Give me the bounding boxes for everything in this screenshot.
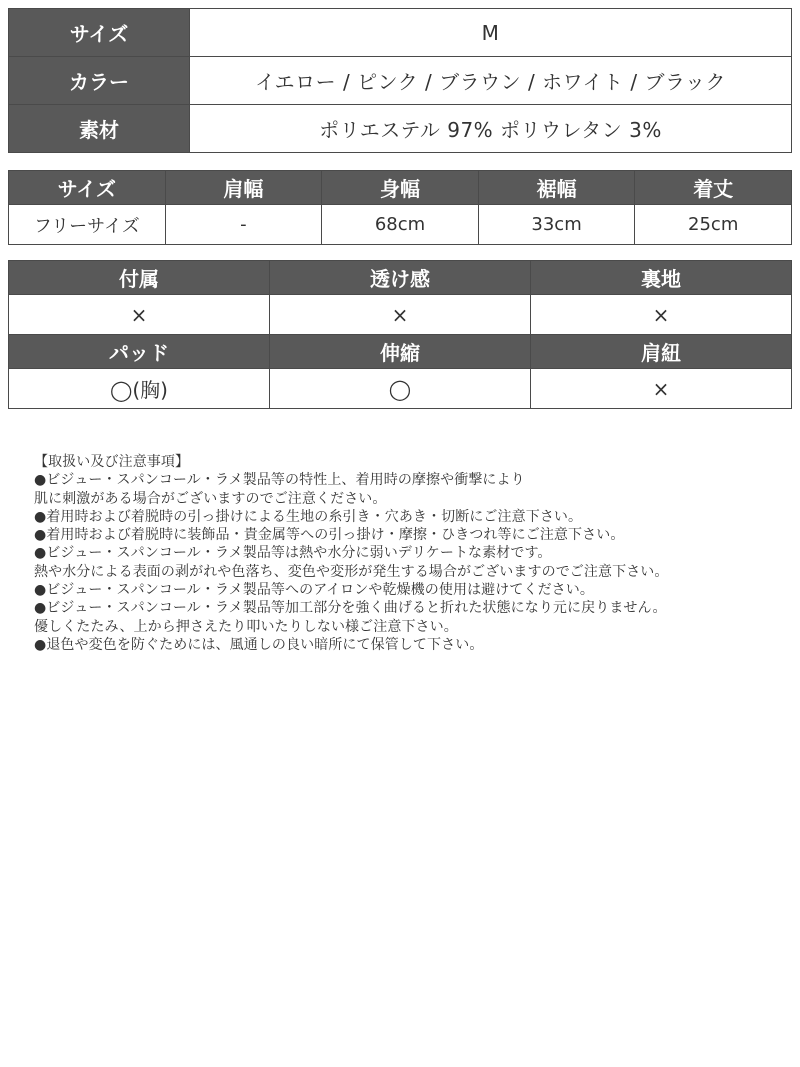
attr-value-strap: × (531, 369, 792, 409)
care-note-line: ●退色や変色を防ぐためには、風通しの良い暗所にて保管して下さい。 (34, 636, 484, 653)
size-cell-size: フリーサイズ (9, 205, 166, 245)
care-note-line: ●ビジュー・スパンコール・ラメ製品等加工部分を強く曲げると折れた状態になり元に戻りません。 (34, 600, 667, 617)
attr-header-pad: パッド (9, 335, 270, 369)
attr-value-row-2 (9, 369, 792, 409)
care-note-line: ●着用時および着脱時に装飾品・貴金属等への引っ掛け・摩擦・ひきつれ等にご注意下さい。 (34, 527, 625, 544)
size-value-row (9, 205, 792, 245)
attr-header-row-1 (9, 261, 792, 295)
care-note-line: 肌に刺激がある場合がございますのでご注意ください。 (34, 490, 387, 507)
attr-header-sheer: 透け感 (270, 261, 531, 295)
color-value: イエロー / ピンク / ブラウン / ホワイト / ブラック (190, 57, 792, 105)
size-value: M (190, 9, 792, 57)
size-cell-width: 68cm (322, 205, 479, 245)
attr-header-stretch: 伸縮 (270, 335, 531, 369)
care-note-line: 熱や水分による表面の剥がれや色落ち、変色や変形が発生する場合がございますのでご注意下さい。 (34, 563, 669, 580)
spec-row-material (9, 105, 792, 153)
attr-header-row-2 (9, 335, 792, 369)
size-cell-length: 25cm (635, 205, 792, 245)
size-header-row (9, 171, 792, 205)
size-cell-shoulder: - (165, 205, 322, 245)
care-notes (34, 453, 794, 654)
size-header-length: 着丈 (635, 171, 792, 205)
size-cell-hem: 33cm (478, 205, 635, 245)
attributes-table (8, 260, 792, 409)
attr-value-sheer: × (270, 295, 531, 335)
care-note-line: ●ビジュー・スパンコール・ラメ製品等へのアイロンや乾燥機の使用は避けてください。 (34, 582, 594, 599)
care-note-line: ●着用時および着脱時の引っ掛けによる生地の糸引き・穴あき・切断にご注意下さい。 (34, 508, 583, 525)
attr-value-lining: × (531, 295, 792, 335)
size-header-size: サイズ (9, 171, 166, 205)
size-label: サイズ (9, 9, 190, 57)
spec-row-color (9, 57, 792, 105)
attr-header-strap: 肩紐 (531, 335, 792, 369)
attr-value-accessory: × (9, 295, 270, 335)
size-table (8, 170, 792, 245)
material-value: ポリエステル 97% ポリウレタン 3% (190, 105, 792, 153)
attr-value-row-1 (9, 295, 792, 335)
color-label: カラー (9, 57, 190, 105)
spec-row-size (9, 9, 792, 57)
care-note-line: ●ビジュー・スパンコール・ラメ製品等は熱や水分に弱いデリケートな素材です。 (34, 545, 552, 562)
care-note-line: ●ビジュー・スパンコール・ラメ製品等の特性上、着用時の摩擦や衝撃により (34, 472, 525, 489)
attr-header-accessory: 付属 (9, 261, 270, 295)
size-header-shoulder: 肩幅 (165, 171, 322, 205)
care-title: 【取扱い及び注意事項】 (34, 454, 190, 470)
spec-table (8, 8, 792, 153)
attr-value-pad: ◯(胸) (9, 369, 270, 409)
attr-value-stretch: ◯ (270, 369, 531, 409)
size-header-width: 身幅 (322, 171, 479, 205)
size-header-hem: 裾幅 (478, 171, 635, 205)
care-note-line: 優しくたたみ、上から押さえたり叩いたりしない様ご注意下さい。 (34, 618, 458, 635)
attr-header-lining: 裏地 (531, 261, 792, 295)
material-label: 素材 (9, 105, 190, 153)
